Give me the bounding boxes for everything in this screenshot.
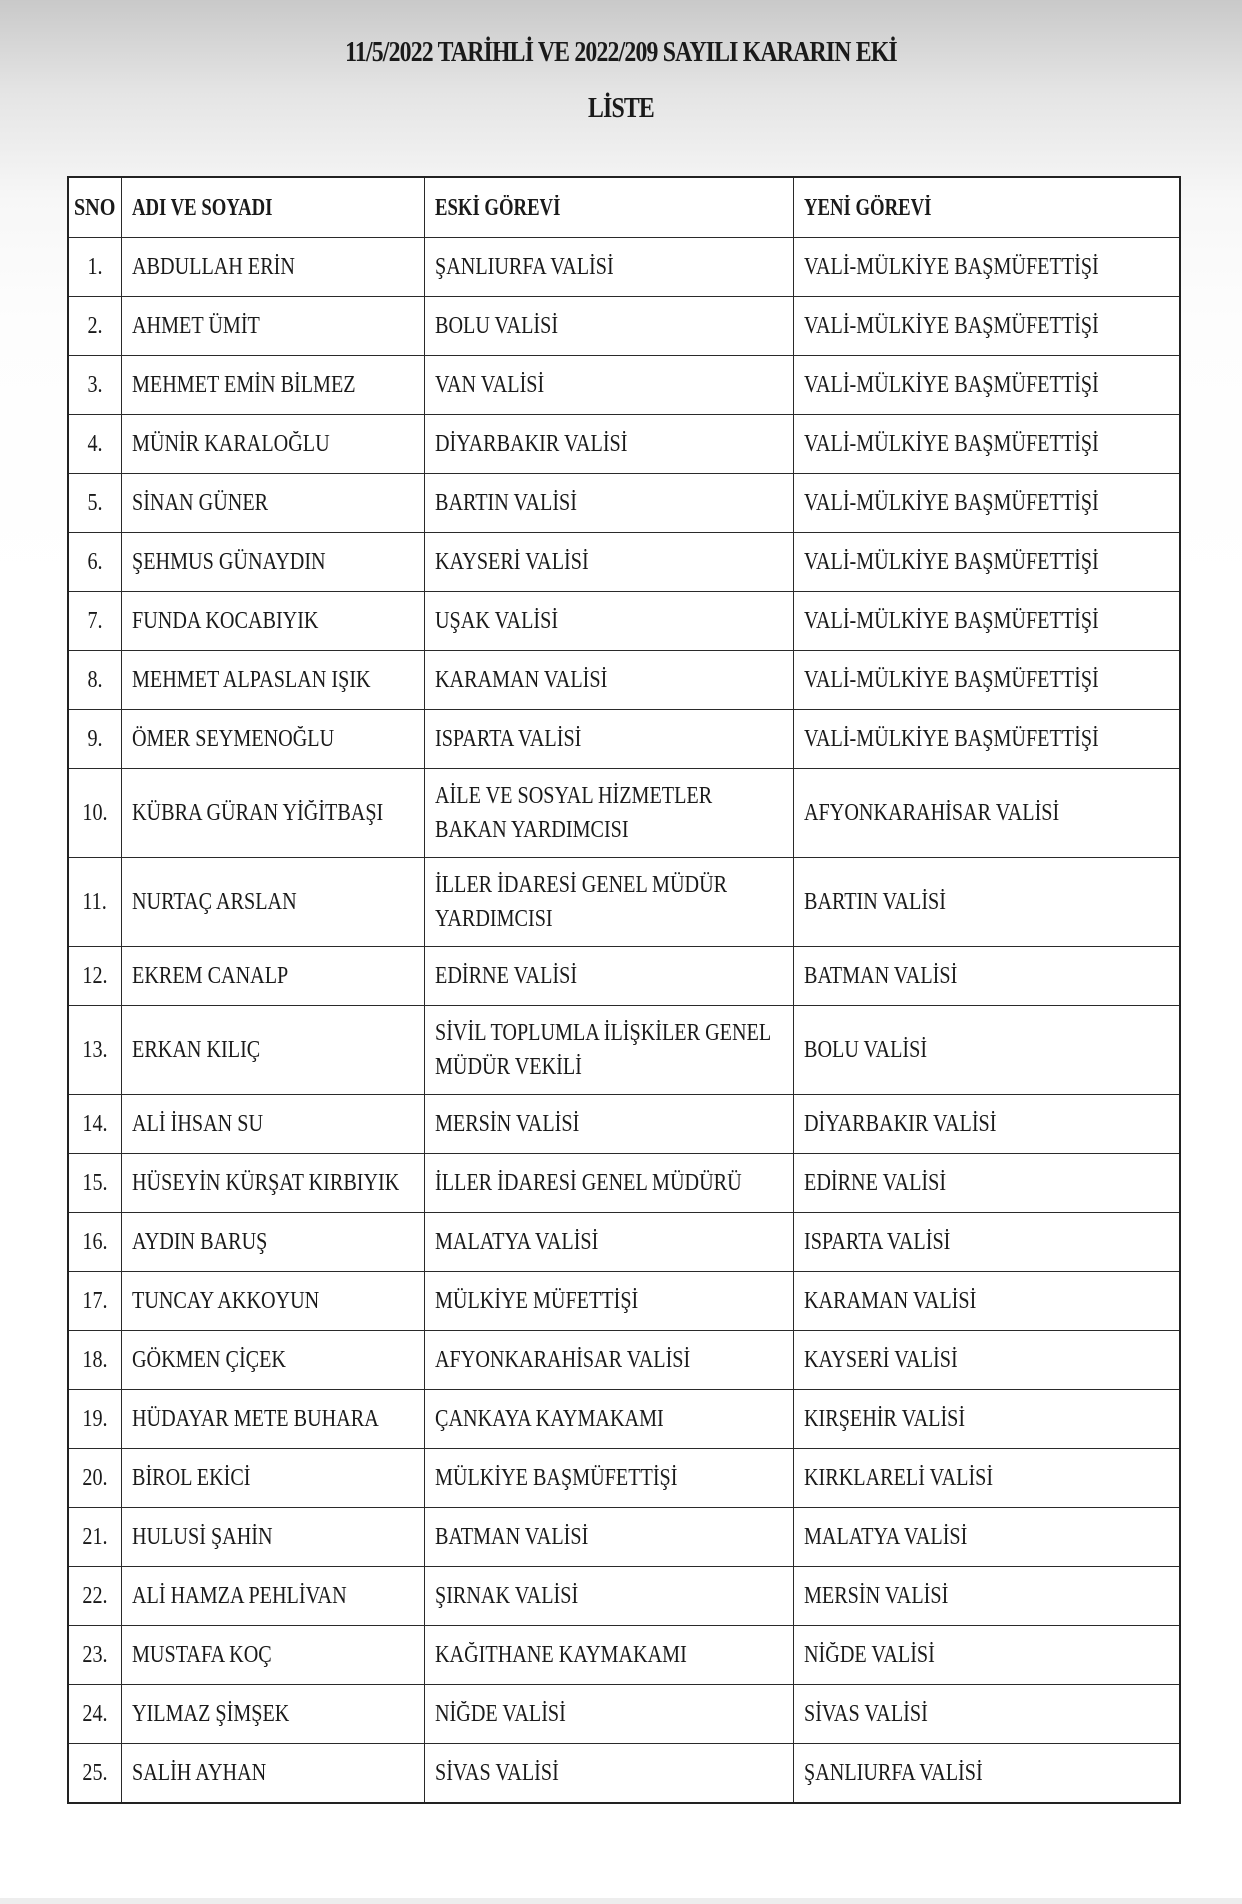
cell-name <box>122 238 425 297</box>
sno-text: 23. <box>82 1642 108 1668</box>
sno-text: 12. <box>82 963 108 989</box>
cell-new-role <box>794 1626 1181 1685</box>
old-role-text: İLLER İDARESİ GENEL MÜDÜR <box>435 872 728 898</box>
cell-old-role <box>425 592 794 651</box>
table-row <box>68 651 1180 710</box>
sno-text: 20. <box>82 1465 108 1491</box>
cell-new-role <box>794 238 1181 297</box>
cell-name <box>122 533 425 592</box>
cell-new-role <box>794 1449 1181 1508</box>
name-text: MUSTAFA KOÇ <box>132 1642 272 1668</box>
cell-sno <box>68 356 122 415</box>
cell-sno <box>68 710 122 769</box>
old-role-text: MERSİN VALİSİ <box>435 1111 580 1137</box>
old-role-text: MÜLKİYE BAŞMÜFETTİŞİ <box>435 1465 678 1491</box>
name-text: SİNAN GÜNER <box>132 490 269 516</box>
cell-old-role <box>425 858 794 947</box>
old-role-text: NİĞDE VALİSİ <box>435 1701 566 1727</box>
sno-text: 10. <box>82 800 108 826</box>
header-sno <box>68 177 122 238</box>
name-text: ERKAN KILIÇ <box>132 1037 261 1063</box>
old-role-text: KAYSERİ VALİSİ <box>435 549 589 575</box>
cell-new-role <box>794 297 1181 356</box>
cell-new-role <box>794 1390 1181 1449</box>
table-row <box>68 297 1180 356</box>
cell-old-role <box>425 1744 794 1804</box>
old-role-text: ISPARTA VALİSİ <box>435 726 582 752</box>
cell-sno <box>68 1095 122 1154</box>
name-text: HÜDAYAR METE BUHARA <box>132 1406 379 1432</box>
cell-new-role <box>794 651 1181 710</box>
name-text: MEHMET ALPASLAN IŞIK <box>132 667 371 693</box>
old-role-text: UŞAK VALİSİ <box>435 608 559 634</box>
sno-text: 21. <box>82 1524 108 1550</box>
name-text: ALİ İHSAN SU <box>132 1111 264 1137</box>
header-new-role-label: YENİ GÖREVİ <box>804 194 932 221</box>
cell-old-role <box>425 297 794 356</box>
table-row <box>68 356 1180 415</box>
cell-sno <box>68 1685 122 1744</box>
table-row <box>68 533 1180 592</box>
table-row <box>68 1390 1180 1449</box>
bottom-strip <box>0 1898 1242 1904</box>
old-role-text: MALATYA VALİSİ <box>435 1229 599 1255</box>
cell-name <box>122 858 425 947</box>
new-role-text: NİĞDE VALİSİ <box>804 1642 935 1668</box>
cell-sno <box>68 651 122 710</box>
old-role-text: MÜDÜR VEKİLİ <box>435 1054 582 1080</box>
old-role-text: ŞIRNAK VALİSİ <box>435 1583 579 1609</box>
cell-name <box>122 356 425 415</box>
sno-text: 22. <box>82 1583 108 1609</box>
new-role-text: AFYONKARAHİSAR VALİSİ <box>804 800 1060 826</box>
cell-sno <box>68 238 122 297</box>
cell-name <box>122 1213 425 1272</box>
new-role-text: VALİ-MÜLKİYE BAŞMÜFETTİŞİ <box>804 549 1099 575</box>
table-row <box>68 1213 1180 1272</box>
table-row <box>68 1095 1180 1154</box>
cell-new-role <box>794 1331 1181 1390</box>
cell-old-role <box>425 1154 794 1213</box>
cell-name <box>122 1626 425 1685</box>
new-role-text: KIRKLARELİ VALİSİ <box>804 1465 994 1491</box>
new-role-text: MERSİN VALİSİ <box>804 1583 949 1609</box>
sno-text: 1. <box>87 254 103 280</box>
cell-sno <box>68 1449 122 1508</box>
cell-new-role <box>794 710 1181 769</box>
cell-sno <box>68 1390 122 1449</box>
table-row <box>68 1272 1180 1331</box>
cell-old-role <box>425 1449 794 1508</box>
cell-old-role <box>425 238 794 297</box>
new-role-text: BARTIN VALİSİ <box>804 889 946 915</box>
table-row <box>68 1626 1180 1685</box>
cell-name <box>122 710 425 769</box>
new-role-text: KARAMAN VALİSİ <box>804 1288 977 1314</box>
table-row <box>68 1006 1180 1095</box>
new-role-text: BATMAN VALİSİ <box>804 963 958 989</box>
table-row <box>68 1449 1180 1508</box>
new-role-text: VALİ-MÜLKİYE BAŞMÜFETTİŞİ <box>804 608 1099 634</box>
old-role-text: BATMAN VALİSİ <box>435 1524 589 1550</box>
cell-name <box>122 1685 425 1744</box>
cell-sno <box>68 947 122 1006</box>
cell-new-role <box>794 947 1181 1006</box>
new-role-text: EDİRNE VALİSİ <box>804 1170 947 1196</box>
cell-sno <box>68 858 122 947</box>
cell-sno <box>68 1154 122 1213</box>
cell-name <box>122 1567 425 1626</box>
sno-text: 19. <box>82 1406 108 1432</box>
table-row <box>68 1567 1180 1626</box>
table-row <box>68 769 1180 858</box>
header-name-label: ADI VE SOYADI <box>132 194 273 221</box>
cell-old-role <box>425 1006 794 1095</box>
name-text: BİROL EKİCİ <box>132 1465 251 1491</box>
sno-text: 13. <box>82 1037 108 1063</box>
table-header-row <box>68 177 1180 238</box>
table-row <box>68 947 1180 1006</box>
sno-text: 14. <box>82 1111 108 1137</box>
cell-sno <box>68 1331 122 1390</box>
cell-old-role <box>425 769 794 858</box>
table-row <box>68 710 1180 769</box>
cell-sno <box>68 1006 122 1095</box>
cell-name <box>122 1095 425 1154</box>
cell-old-role <box>425 1272 794 1331</box>
cell-old-role <box>425 651 794 710</box>
appointments-table <box>67 176 1181 1804</box>
old-role-text: VAN VALİSİ <box>435 372 545 398</box>
new-role-text: VALİ-MÜLKİYE BAŞMÜFETTİŞİ <box>804 490 1099 516</box>
header-name <box>122 177 425 238</box>
old-role-text: BOLU VALİSİ <box>435 313 559 339</box>
cell-name <box>122 1390 425 1449</box>
old-role-text: EDİRNE VALİSİ <box>435 963 578 989</box>
cell-old-role <box>425 1095 794 1154</box>
new-role-text: BOLU VALİSİ <box>804 1037 928 1063</box>
table-row <box>68 592 1180 651</box>
name-text: HÜSEYİN KÜRŞAT KIRBIYIK <box>132 1170 400 1196</box>
sno-text: 7. <box>87 608 103 634</box>
table-row <box>68 238 1180 297</box>
old-role-text: ÇANKAYA KAYMAKAMI <box>435 1406 664 1432</box>
cell-name <box>122 1744 425 1804</box>
name-text: YILMAZ ŞİMŞEK <box>132 1701 290 1727</box>
document-subtitle: LİSTE <box>588 92 654 124</box>
new-role-text: KIRŞEHİR VALİSİ <box>804 1406 966 1432</box>
name-text: NURTAÇ ARSLAN <box>132 889 297 915</box>
name-text: MEHMET EMİN BİLMEZ <box>132 372 356 398</box>
old-role-text: AFYONKARAHİSAR VALİSİ <box>435 1347 691 1373</box>
new-role-text: VALİ-MÜLKİYE BAŞMÜFETTİŞİ <box>804 726 1099 752</box>
cell-sno <box>68 297 122 356</box>
name-text: GÖKMEN ÇİÇEK <box>132 1347 286 1373</box>
new-role-text: VALİ-MÜLKİYE BAŞMÜFETTİŞİ <box>804 372 1099 398</box>
cell-name <box>122 474 425 533</box>
old-role-text: ŞANLIURFA VALİSİ <box>435 254 614 280</box>
cell-sno <box>68 1744 122 1804</box>
new-role-text: ŞANLIURFA VALİSİ <box>804 1760 983 1786</box>
new-role-text: VALİ-MÜLKİYE BAŞMÜFETTİŞİ <box>804 667 1099 693</box>
new-role-text: VALİ-MÜLKİYE BAŞMÜFETTİŞİ <box>804 254 1099 280</box>
old-role-text: SİVAS VALİSİ <box>435 1760 559 1786</box>
cell-sno <box>68 769 122 858</box>
old-role-text: SİVİL TOPLUMLA İLİŞKİLER GENEL <box>435 1020 772 1046</box>
cell-name <box>122 1154 425 1213</box>
header-new-role <box>794 177 1181 238</box>
new-role-text: DİYARBAKIR VALİSİ <box>804 1111 997 1137</box>
cell-name <box>122 1331 425 1390</box>
cell-name <box>122 651 425 710</box>
name-text: ŞEHMUS GÜNAYDIN <box>132 549 326 575</box>
new-role-text: SİVAS VALİSİ <box>804 1701 928 1727</box>
name-text: HULUSİ ŞAHİN <box>132 1524 273 1550</box>
sno-text: 8. <box>87 667 103 693</box>
cell-sno <box>68 415 122 474</box>
cell-old-role <box>425 1213 794 1272</box>
cell-old-role <box>425 710 794 769</box>
cell-name <box>122 769 425 858</box>
old-role-text: İLLER İDARESİ GENEL MÜDÜRÜ <box>435 1170 742 1196</box>
cell-new-role <box>794 1508 1181 1567</box>
sno-text: 3. <box>87 372 103 398</box>
name-text: TUNCAY AKKOYUN <box>132 1288 320 1314</box>
sno-text: 15. <box>82 1170 108 1196</box>
cell-new-role <box>794 1213 1181 1272</box>
cell-new-role <box>794 1744 1181 1804</box>
cell-sno <box>68 1626 122 1685</box>
table-row <box>68 1508 1180 1567</box>
sno-text: 17. <box>82 1288 108 1314</box>
cell-old-role <box>425 947 794 1006</box>
sno-text: 11. <box>82 889 108 915</box>
cell-name <box>122 297 425 356</box>
cell-old-role <box>425 356 794 415</box>
cell-new-role <box>794 858 1181 947</box>
name-text: FUNDA KOCABIYIK <box>132 608 319 634</box>
cell-new-role <box>794 769 1181 858</box>
sno-text: 24. <box>82 1701 108 1727</box>
table-row <box>68 415 1180 474</box>
cell-sno <box>68 1272 122 1331</box>
cell-new-role <box>794 1006 1181 1095</box>
cell-new-role <box>794 1685 1181 1744</box>
old-role-text: KARAMAN VALİSİ <box>435 667 608 693</box>
cell-old-role <box>425 1685 794 1744</box>
name-text: MÜNİR KARALOĞLU <box>132 431 330 457</box>
header-sno-label: SNO <box>74 194 116 221</box>
old-role-text: MÜLKİYE MÜFETTİŞİ <box>435 1288 639 1314</box>
cell-sno <box>68 533 122 592</box>
sno-text: 18. <box>82 1347 108 1373</box>
table-row <box>68 1685 1180 1744</box>
new-role-text: ISPARTA VALİSİ <box>804 1229 951 1255</box>
sno-text: 4. <box>87 431 103 457</box>
old-role-text: BARTIN VALİSİ <box>435 490 577 516</box>
old-role-text: BAKAN YARDIMCISI <box>435 817 629 843</box>
old-role-text: AİLE VE SOSYAL HİZMETLER <box>435 783 713 809</box>
sno-text: 16. <box>82 1229 108 1255</box>
cell-name <box>122 1006 425 1095</box>
cell-sno <box>68 474 122 533</box>
name-text: ÖMER SEYMENOĞLU <box>132 726 335 752</box>
cell-name <box>122 947 425 1006</box>
table-row <box>68 1154 1180 1213</box>
sno-text: 9. <box>87 726 103 752</box>
name-text: EKREM CANALP <box>132 963 289 989</box>
cell-name <box>122 1272 425 1331</box>
header-old-role <box>425 177 794 238</box>
cell-name <box>122 1449 425 1508</box>
name-text: ALİ HAMZA PEHLİVAN <box>132 1583 347 1609</box>
table-row <box>68 474 1180 533</box>
sno-text: 6. <box>87 549 103 575</box>
cell-new-role <box>794 1154 1181 1213</box>
cell-sno <box>68 1567 122 1626</box>
table-row <box>68 1744 1180 1804</box>
cell-old-role <box>425 415 794 474</box>
old-role-text: YARDIMCISI <box>435 906 553 932</box>
name-text: AYDIN BARUŞ <box>132 1229 268 1255</box>
name-text: SALİH AYHAN <box>132 1760 267 1786</box>
cell-name <box>122 592 425 651</box>
old-role-text: KAĞITHANE KAYMAKAMI <box>435 1642 687 1668</box>
name-text: AHMET ÜMİT <box>132 313 260 339</box>
cell-new-role <box>794 356 1181 415</box>
cell-new-role <box>794 474 1181 533</box>
name-text: ABDULLAH ERİN <box>132 254 295 280</box>
cell-sno <box>68 592 122 651</box>
cell-name <box>122 1508 425 1567</box>
table-body <box>68 238 1180 1804</box>
header-old-role-label: ESKİ GÖREVİ <box>435 194 561 221</box>
new-role-text: VALİ-MÜLKİYE BAŞMÜFETTİŞİ <box>804 431 1099 457</box>
cell-new-role <box>794 1567 1181 1626</box>
cell-sno <box>68 1213 122 1272</box>
cell-old-role <box>425 1331 794 1390</box>
cell-name <box>122 415 425 474</box>
cell-old-role <box>425 533 794 592</box>
new-role-text: KAYSERİ VALİSİ <box>804 1347 958 1373</box>
cell-new-role <box>794 1272 1181 1331</box>
table-row <box>68 1331 1180 1390</box>
sno-text: 5. <box>87 490 103 516</box>
cell-old-role <box>425 1626 794 1685</box>
cell-new-role <box>794 592 1181 651</box>
sno-text: 2. <box>87 313 103 339</box>
document-title: 11/5/2022 TARİHLİ VE 2022/209 SAYILI KARARIN EKİ <box>345 36 897 68</box>
name-text: KÜBRA GÜRAN YİĞİTBAŞI <box>132 800 384 826</box>
new-role-text: VALİ-MÜLKİYE BAŞMÜFETTİŞİ <box>804 313 1099 339</box>
cell-new-role <box>794 533 1181 592</box>
new-role-text: MALATYA VALİSİ <box>804 1524 968 1550</box>
cell-new-role <box>794 415 1181 474</box>
cell-old-role <box>425 1390 794 1449</box>
cell-old-role <box>425 474 794 533</box>
sno-text: 25. <box>82 1760 108 1786</box>
cell-old-role <box>425 1567 794 1626</box>
cell-new-role <box>794 1095 1181 1154</box>
old-role-text: DİYARBAKIR VALİSİ <box>435 431 628 457</box>
table-row <box>68 858 1180 947</box>
cell-sno <box>68 1508 122 1567</box>
cell-old-role <box>425 1508 794 1567</box>
